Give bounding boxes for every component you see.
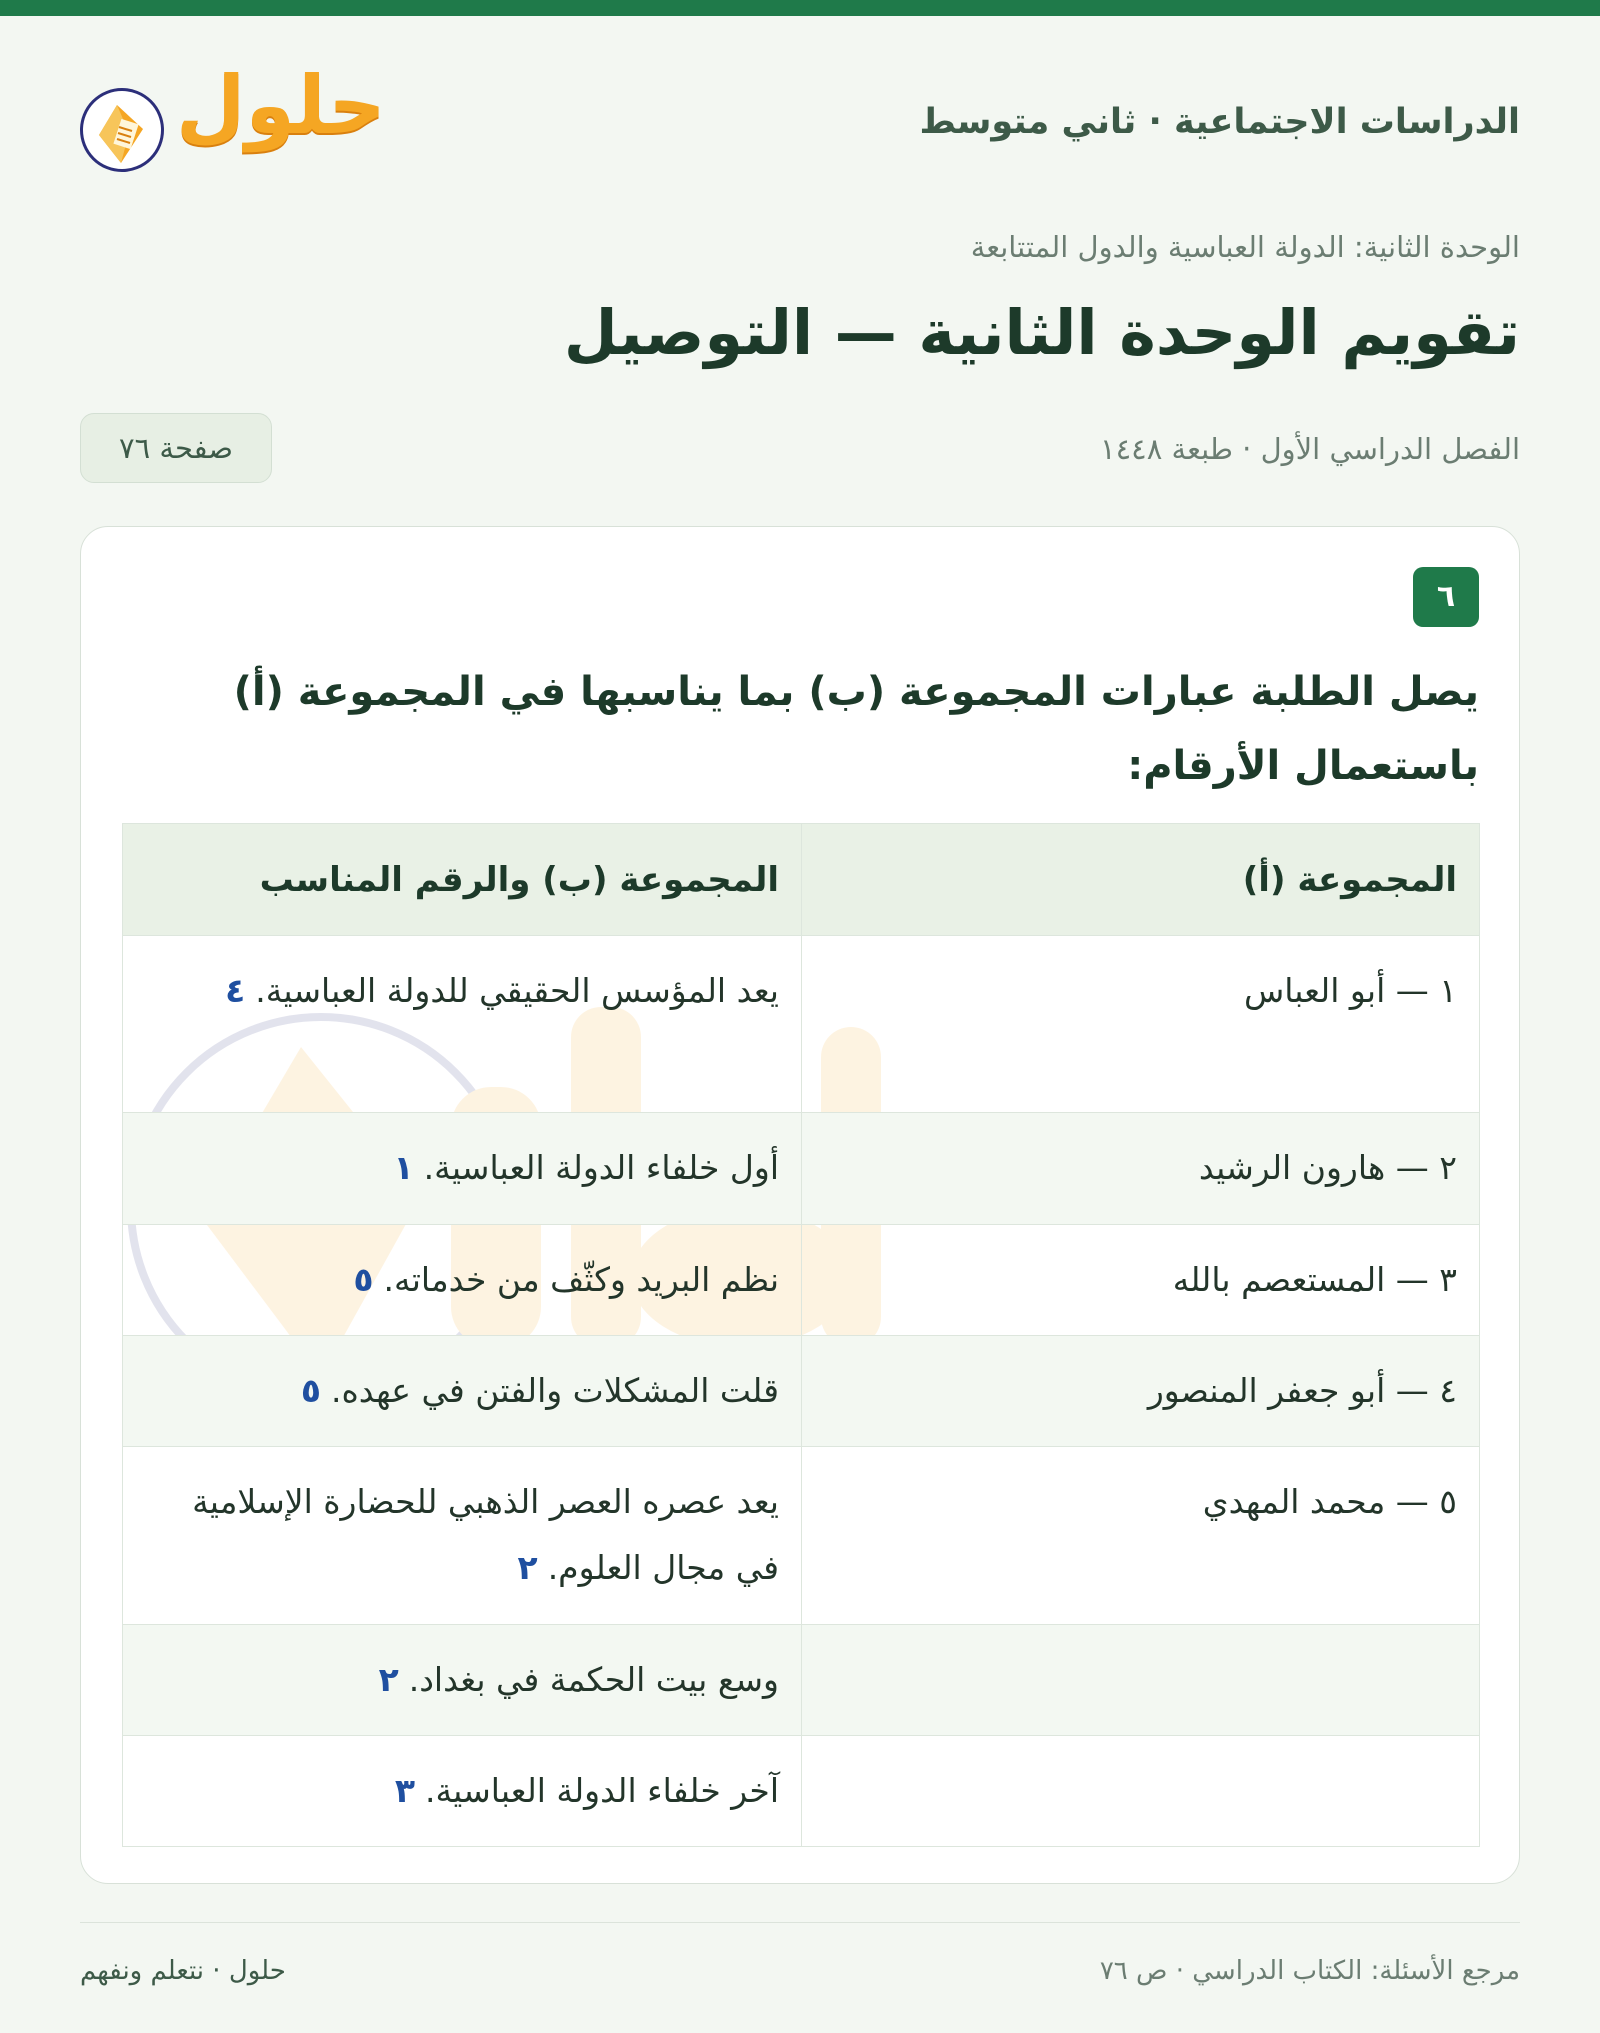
answer-number: ٣: [394, 1771, 415, 1810]
page-number-badge: صفحة ٧٦: [80, 413, 272, 483]
footer-slogan: حلول · نتعلم ونفهم: [80, 1956, 286, 1986]
table-row: [123, 1447, 1480, 1625]
group-b-cell: [123, 1225, 802, 1336]
statement-text: يعد المؤسس الحقيقي للدولة العباسية.: [255, 971, 779, 1010]
statement-text: آخر خلفاء الدولة العباسية.: [424, 1771, 779, 1810]
group-a-cell: ١ — أبو العباس: [802, 936, 1480, 1113]
group-a-cell: [802, 1625, 1480, 1736]
group-b-cell: [123, 1113, 802, 1225]
table-row: [123, 1225, 1480, 1336]
subject-title: الدراسات الاجتماعية · ثاني متوسط: [919, 102, 1520, 142]
group-a-cell: ٢ — هارون الرشيد: [802, 1113, 1480, 1225]
group-a-cell: ٣ — المستعصم بالله: [802, 1225, 1480, 1336]
unit-label: الوحدة الثانية: الدولة العباسية والدول المتتابعة: [970, 230, 1520, 264]
page-header: [80, 59, 1520, 176]
group-b-cell: [123, 1336, 802, 1447]
group-b-cell: [123, 1447, 802, 1625]
group-a-cell: [802, 1736, 1480, 1847]
group-a-cell: ٥ — محمد المهدي: [802, 1447, 1480, 1625]
question-number-badge: ٦: [1413, 567, 1479, 627]
table-row: [123, 936, 1480, 1113]
table-row: [123, 1113, 1480, 1225]
column-a-header: المجموعة (أ): [802, 824, 1480, 936]
question-text: يصل الطلبة عبارات المجموعة (ب) بما يناسبها في المجموعة (أ) باستعمال الأرقام:: [233, 669, 1479, 789]
answer-number: ٥: [300, 1371, 321, 1410]
group-b-cell: [123, 936, 802, 1113]
table-row: [123, 1336, 1480, 1447]
answer-number: ١: [393, 1148, 414, 1187]
page-title: تقويم الوحدة الثانية — التوصيل: [563, 296, 1520, 369]
statement-text: يعد عصره العصر الذهبي للحضارة الإسلامية في مجال العلوم.: [192, 1482, 779, 1587]
statement-text: وسع بيت الحكمة في بغداد.: [408, 1660, 779, 1699]
top-accent-bar: [0, 0, 1600, 16]
logo-wordmark: حلول: [176, 59, 386, 152]
group-a-cell: ٤ — أبو جعفر المنصور: [802, 1336, 1480, 1447]
column-b-header: المجموعة (ب) والرقم المناسب: [123, 824, 802, 936]
answer-number: ٢: [378, 1660, 399, 1699]
group-b-cell: [123, 1736, 802, 1847]
semester-info: الفصل الدراسي الأول · طبعة ١٤٤٨: [1100, 432, 1520, 466]
table-header-row: [123, 824, 1480, 936]
matching-table: [122, 823, 1480, 1847]
answer-number: ٤: [225, 971, 246, 1010]
question-card: [80, 526, 1520, 1884]
answer-number: ٥: [353, 1260, 374, 1299]
book-icon: [80, 88, 164, 172]
table-row: [123, 1625, 1480, 1736]
hulul-logo[interactable]: [80, 59, 386, 176]
table-row: [123, 1736, 1480, 1847]
statement-text: أول خلفاء الدولة العباسية.: [423, 1148, 779, 1187]
footer-reference: مرجع الأسئلة: الكتاب الدراسي · ص ٧٦: [1099, 1956, 1520, 1986]
statement-text: نظم البريد وكثّف من خدماته.: [383, 1260, 779, 1299]
group-b-cell: [123, 1625, 802, 1736]
answer-number: ٢: [517, 1548, 538, 1587]
statement-text: قلت المشكلات والفتن في عهده.: [331, 1371, 779, 1410]
footer-divider: [80, 1922, 1520, 1923]
